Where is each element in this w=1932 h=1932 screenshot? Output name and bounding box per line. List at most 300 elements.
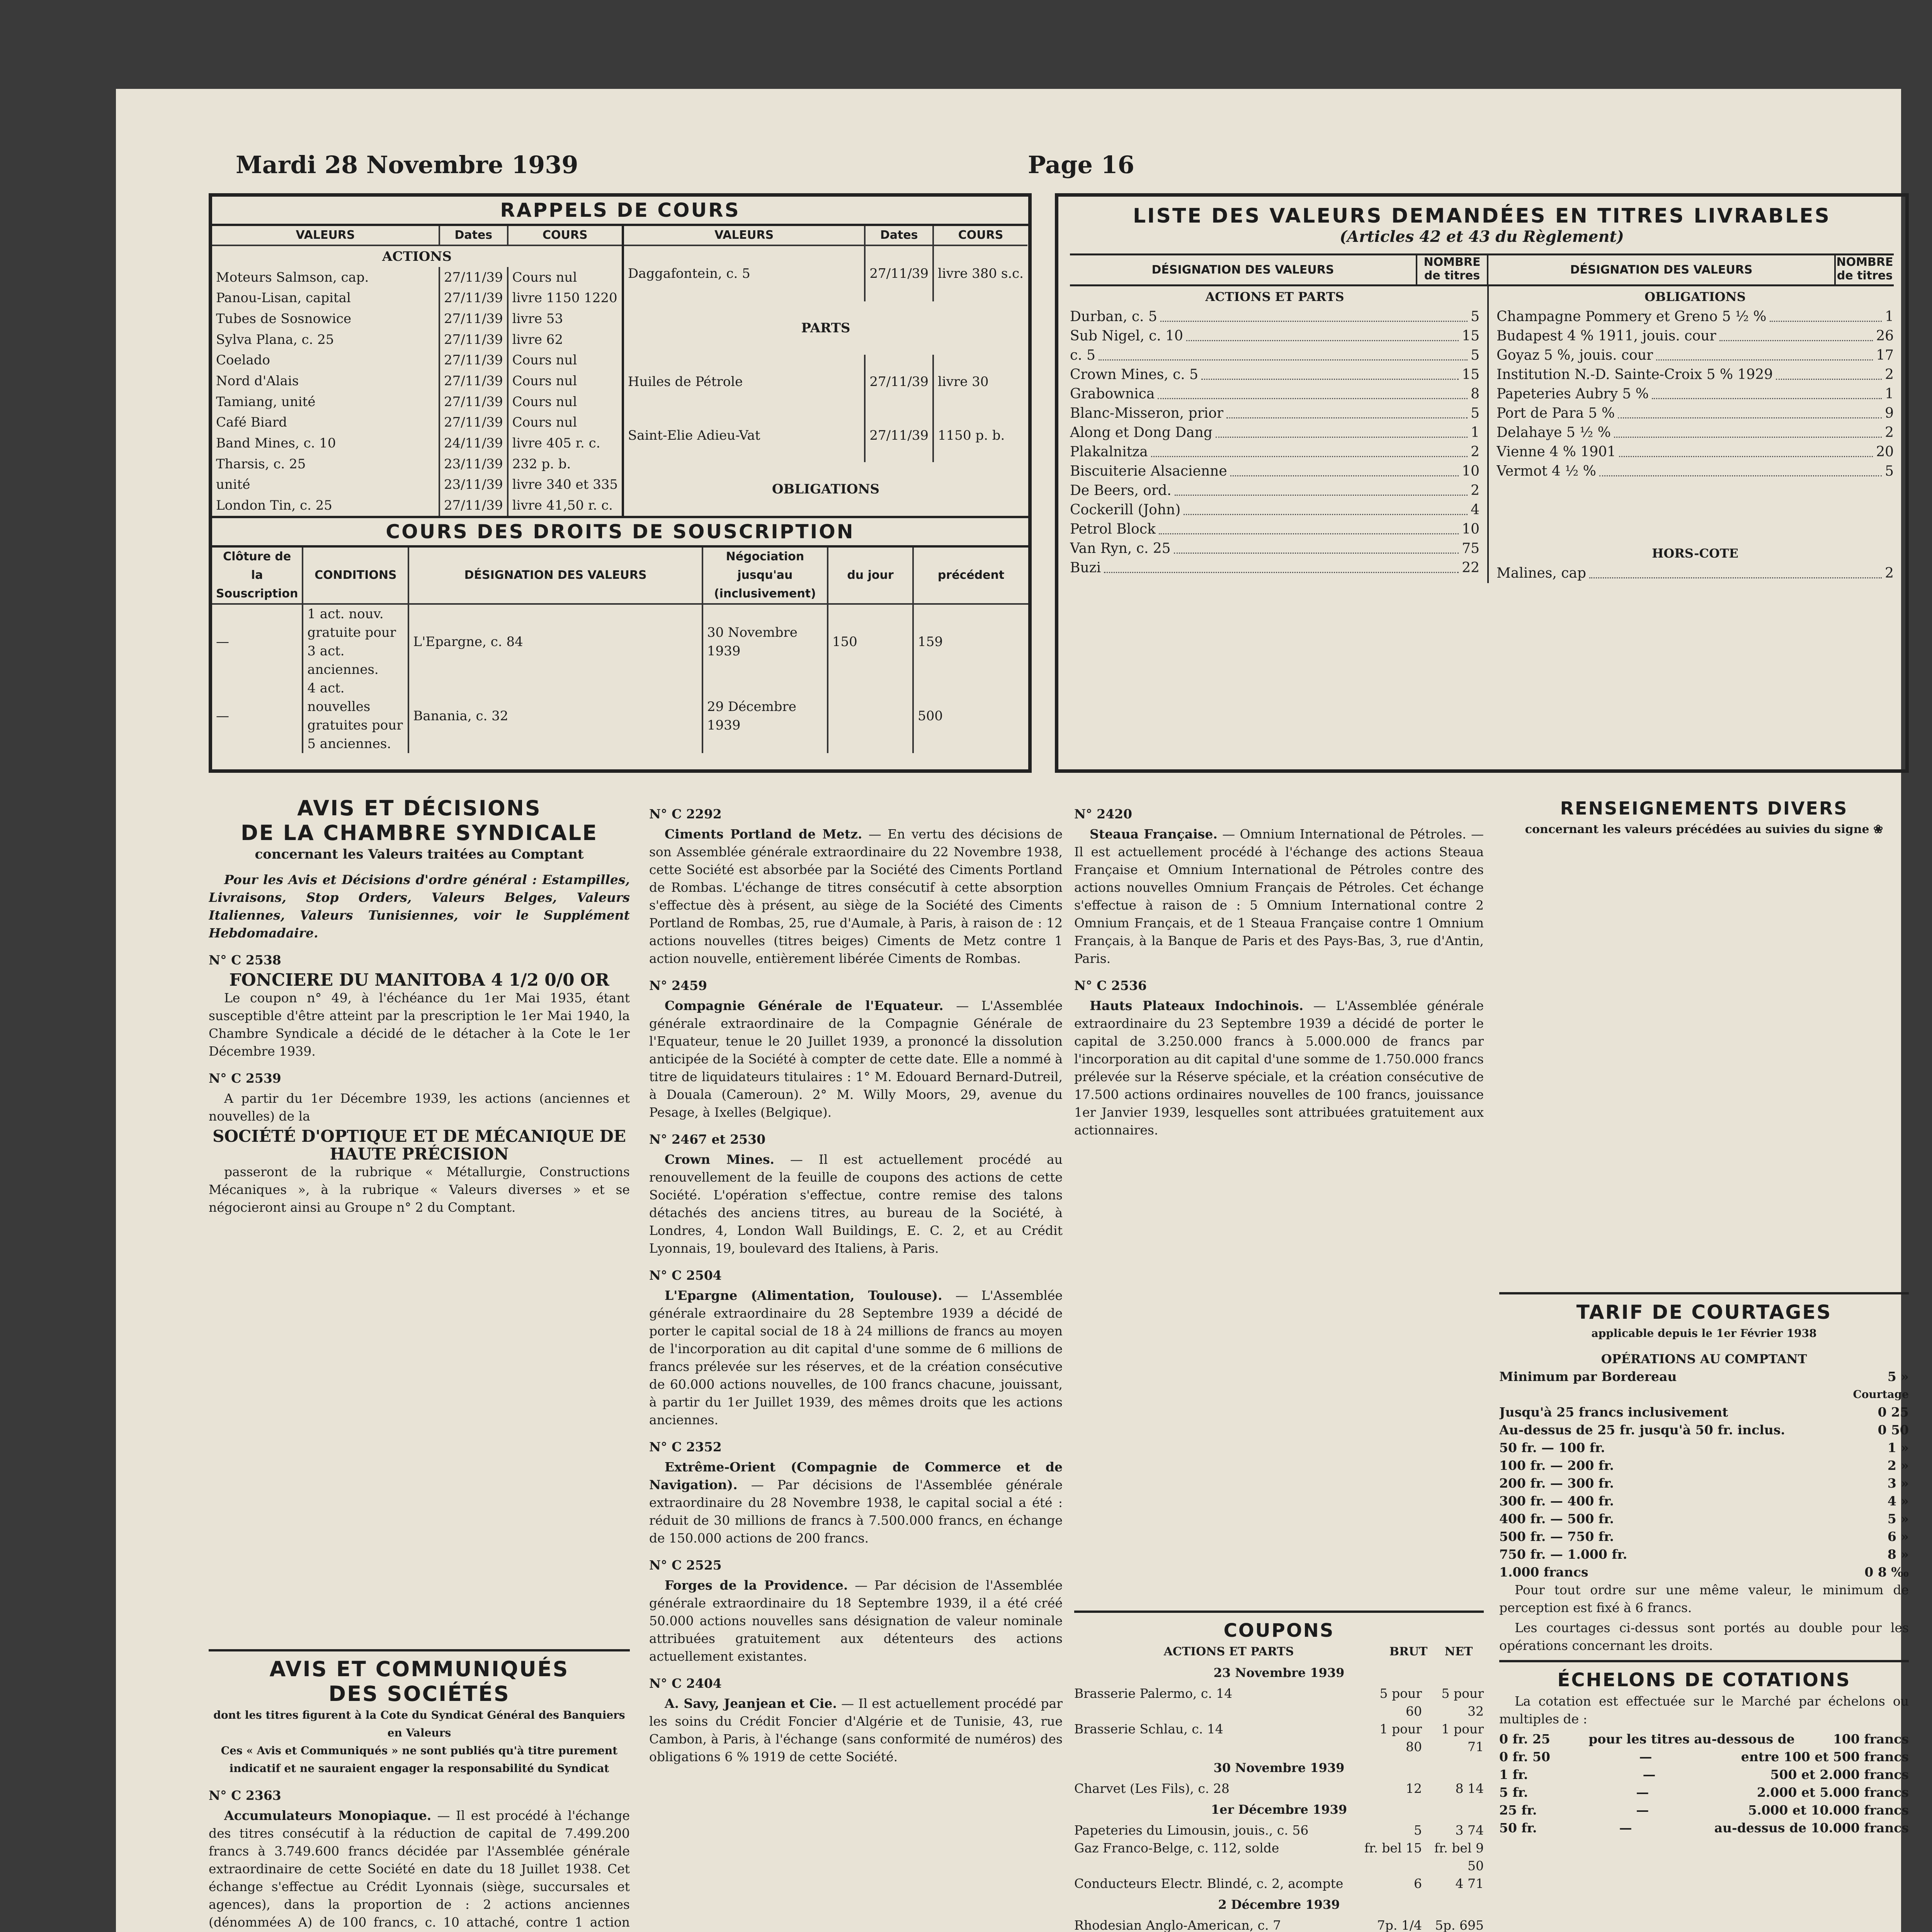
- avis-chambre-title-1: AVIS ET DÉCISIONS: [297, 796, 541, 820]
- tarif-min-val: 5 »: [1887, 1369, 1909, 1384]
- nombre: 2: [1471, 444, 1480, 460]
- table-row: [212, 679, 1028, 753]
- tarif-row: [1499, 1475, 1909, 1492]
- coupon-row: [1074, 1821, 1484, 1839]
- table-cell: livre 405 r. c.: [508, 433, 622, 454]
- nombre: 1: [1885, 386, 1894, 402]
- renseignements-title: RENSEIGNEMENTS DIVERS: [1560, 798, 1848, 819]
- coupons-col-brut: BRUT: [1389, 1645, 1428, 1658]
- valeur: Budapest 4 % 1911, jouis. cour: [1497, 328, 1716, 344]
- page-number: Page 16: [1028, 151, 1134, 179]
- list-item: [1070, 384, 1480, 404]
- notice-body: — Par décision de l'Assemblée générale extraordinaire du 18 Septembre 1939, il a été créé 50.000 actions nouvelles sans désignation de valeur nominale attribuées gratuitement aux détenteurs des actions actuellement existantes.: [649, 1578, 1063, 1664]
- list-item: [1497, 404, 1894, 423]
- coupons-title: COUPONS: [1223, 1620, 1335, 1641]
- table-cell: livre 30: [933, 355, 1027, 408]
- table-cell: 23/11/39: [439, 454, 508, 474]
- valeur: Buzi: [1070, 560, 1101, 576]
- table-cell: 27/11/39: [865, 408, 933, 462]
- list-item: [1070, 365, 1480, 384]
- table-cell: 1 act. nouv. gratuite pour 3 act. anciennes.: [303, 604, 408, 679]
- tarif-tranche: 200 fr. — 300 fr.: [1499, 1476, 1614, 1491]
- nombre: 2: [1885, 367, 1894, 383]
- table-cell: Tharsis, c. 25: [216, 456, 306, 472]
- avis-title-optique: SOCIÉTÉ D'OPTIQUE ET DE MÉCANIQUE DE HAUTE PRÉCISION: [213, 1127, 626, 1163]
- avis-num-1: N° C 2538: [209, 952, 281, 968]
- nombre: 1: [1885, 309, 1894, 325]
- nombre: 20: [1876, 444, 1894, 460]
- tarif-row: [1499, 1563, 1909, 1581]
- table-cell: Saint-Elie Adieu-Vat: [628, 427, 760, 443]
- valeur: c. 5: [1070, 347, 1095, 363]
- notice-number: N° C 2292: [649, 806, 722, 821]
- tarif-row: [1499, 1421, 1909, 1439]
- tarif-courtage: 0 8 ‰: [1864, 1565, 1909, 1580]
- tarif-row: [1499, 1528, 1909, 1546]
- table-cell: 150: [828, 604, 913, 679]
- notice-text: [649, 1287, 1063, 1429]
- echelon-cell: 5.000 et 10.000 francs: [1748, 1803, 1909, 1818]
- table-cell: Tamiang, unité: [216, 394, 316, 410]
- liste-col-1: DÉSIGNATION DES VALEURS: [1151, 263, 1334, 277]
- col-cours: COURS: [508, 226, 622, 245]
- valeur: Malines, cap: [1497, 565, 1586, 581]
- notice-text: [649, 1151, 1063, 1257]
- coupon-net: 8 14: [1455, 1781, 1484, 1796]
- valeur: Sub Nigel, c. 10: [1070, 328, 1183, 344]
- table-row: [212, 412, 622, 433]
- column-4: [1499, 796, 1909, 1932]
- table-row: [212, 474, 622, 495]
- notice-number: N° C 2525: [649, 1558, 722, 1573]
- liste-col-3: DÉSIGNATION DES VALEURS: [1487, 255, 1834, 284]
- avis-num-2: N° C 2539: [209, 1071, 281, 1086]
- tarif-col: Courtage: [1853, 1388, 1909, 1401]
- table-cell: Tubes de Sosnowice: [216, 311, 352, 327]
- list-item: [1070, 481, 1480, 500]
- valeur: Institution N.-D. Sainte-Croix 5 % 1929: [1497, 367, 1773, 383]
- echelon-cell: 0 fr. 50: [1499, 1749, 1550, 1764]
- table-cell: Cours nul: [508, 391, 622, 412]
- list-item: [1070, 462, 1480, 481]
- rappels-title: RAPPELS DE COURS: [212, 197, 1028, 226]
- table-row: [623, 355, 1027, 408]
- table-cell: Coelado: [216, 352, 270, 368]
- table-cell: Banania, c. 32: [408, 679, 702, 753]
- tarif-min: Minimum par Bordereau: [1499, 1369, 1677, 1384]
- echelon-cell: 2.000 et 5.000 francs: [1757, 1785, 1909, 1800]
- tarif-tranche: Au-dessus de 25 fr. jusqu'à 50 fr. inclus.: [1499, 1422, 1785, 1437]
- list-item: [1497, 327, 1894, 346]
- table-cell: 30 Novembre 1939: [702, 604, 828, 679]
- table-cell: 27/11/39: [865, 245, 933, 301]
- avis-text-2a: A partir du 1er Décembre 1939, les actions (anciennes et nouvelles) de la: [209, 1091, 630, 1124]
- echelon-cell: —: [1636, 1785, 1649, 1800]
- echelons-title: ÉCHELONS DE COTATIONS: [1557, 1669, 1851, 1691]
- notice-company: L'Epargne (Alimentation, Toulouse).: [665, 1288, 942, 1303]
- notice-text: [649, 1577, 1063, 1665]
- notice-body: — Il est actuellement procédé au renouvellement de la feuille de coupons des actions de cette Société. L'opération s'effectue, contre remise des talons détachés des anciens titres, au bureau de la Société, à Londres, 4, London Wall Buildings, E. C. 2, et au Crédit Lyonnais, 19, boulevard des Italiens, à Paris.: [649, 1152, 1063, 1256]
- list-item: [1497, 442, 1894, 462]
- list-item: [1497, 423, 1894, 442]
- coupon-date: 30 Novembre 1939: [1213, 1760, 1345, 1775]
- notice-company: Extrême-Orient (Compagnie de Commerce et de Navigation).: [649, 1459, 1063, 1492]
- coupon-date: 1er Décembre 1939: [1211, 1802, 1347, 1817]
- coupons-head: ACTIONS ET PARTS: [1163, 1645, 1294, 1658]
- list-item: [1070, 539, 1480, 558]
- avis-comm-title-2: DES SOCIÉTÉS: [328, 1682, 510, 1706]
- notice-number: N° C 2536: [1074, 978, 1147, 993]
- list-item: [1497, 307, 1894, 327]
- echelon-cell: 0 fr. 25: [1499, 1731, 1550, 1747]
- coupon-valeur: Brasserie Palermo, c. 14: [1074, 1686, 1233, 1701]
- tarif-row: [1499, 1457, 1909, 1475]
- renseignements-sub: concernant les valeurs précédées au suivies du signe ❀: [1525, 823, 1883, 836]
- nombre: 10: [1462, 521, 1480, 537]
- liste-col-4: NOMBRE de titres: [1834, 255, 1894, 284]
- column-1: [209, 796, 630, 1932]
- liste-title: LISTE DES VALEURS DEMANDÉES EN TITRES LIVRABLES: [1133, 204, 1831, 228]
- list-item: [1070, 520, 1480, 539]
- valeur: Blanc-Misseron, prior: [1070, 405, 1224, 421]
- table-cell: —: [216, 634, 229, 650]
- coupon-brut: 5: [1414, 1823, 1422, 1838]
- table-cell: 232 p. b.: [508, 454, 622, 474]
- table-row: [212, 288, 622, 309]
- notice-text: [649, 825, 1063, 968]
- avis-comm-title-1: AVIS ET COMMUNIQUÉS: [269, 1657, 569, 1681]
- table-row: [212, 454, 622, 474]
- coupon-brut: 1 pour 80: [1379, 1721, 1422, 1754]
- notice-body: — Il est actuellement procédé par les soins du Crédit Foncier d'Algérie et de Tunisie, 43, rue Cambon, à Paris, à l'échange (sans conformité de numéros) des obligations 6 % 1919 de cette Société.: [649, 1696, 1063, 1764]
- list-item: [1070, 327, 1480, 346]
- nombre: 5: [1885, 463, 1894, 479]
- table-cell: 27/11/39: [439, 288, 508, 309]
- table-cell: 23/11/39: [439, 474, 508, 495]
- column-2: [649, 796, 1063, 1932]
- echelon-cell: pour les titres au-dessous de: [1588, 1731, 1795, 1747]
- table-cell: livre 62: [508, 329, 622, 350]
- echelon-cell: 5 fr.: [1499, 1785, 1528, 1800]
- table-row: [212, 604, 1028, 679]
- notice-company: Steaua Française.: [1090, 827, 1218, 842]
- coupon-row: [1074, 1780, 1484, 1798]
- notice-text: [649, 1695, 1063, 1766]
- coupon-row: [1074, 1875, 1484, 1893]
- notice-body: — Il est procédé à l'échange des titres consécutif à la réduction de capital de 7.499.200 francs à 3.749.600 francs décidée par l'Assemblée générale extraordinaire de cette Société en date du 18 Juillet 1938. Cet échange s'effectue au Crédit Lyonnais (siège, succursales et agences), dans la proportion de : 2 actions anciennes (dénommées A) de 100 francs, c. 10 attaché, contre 1 action: [209, 1808, 630, 1930]
- coupon-brut: 6: [1414, 1876, 1422, 1891]
- echelon-row: [1499, 1819, 1909, 1837]
- nombre: 10: [1462, 463, 1480, 479]
- col-cours-2: COURS: [933, 226, 1027, 245]
- nombre: 26: [1876, 328, 1894, 344]
- nombre: 22: [1462, 560, 1480, 576]
- notice-company: Crown Mines.: [665, 1152, 775, 1167]
- echelon-row: [1499, 1801, 1909, 1819]
- valeur: Crown Mines, c. 5: [1070, 367, 1199, 383]
- echelon-cell: 500 et 2.000 francs: [1770, 1767, 1909, 1782]
- valeur: Vermot 4 ½ %: [1497, 463, 1596, 479]
- table-cell: 27/11/39: [439, 308, 508, 329]
- nombre: 2: [1471, 483, 1480, 498]
- valeur: Delahaye 5 ½ %: [1497, 425, 1611, 440]
- list-item: [1497, 462, 1894, 481]
- liste-col-2: NOMBRE de titres: [1416, 255, 1487, 284]
- table-cell: 29 Décembre 1939: [702, 679, 828, 753]
- tarif-row: [1499, 1510, 1909, 1528]
- list-item: [1497, 346, 1894, 365]
- tarif-tranche: 50 fr. — 100 fr.: [1499, 1440, 1605, 1455]
- echelon-row: [1499, 1730, 1909, 1748]
- table-cell: 27/11/39: [865, 355, 933, 408]
- tarif-row: [1499, 1403, 1909, 1421]
- coupon-valeur: Charvet (Les Fils), c. 28: [1074, 1781, 1230, 1796]
- coupon-valeur: Brasserie Schlau, c. 14: [1074, 1721, 1223, 1736]
- page-date: Mardi 28 Novembre 1939: [236, 151, 578, 179]
- table-cell: livre 1150 1220: [508, 288, 622, 309]
- nombre: 2: [1885, 425, 1894, 440]
- notice-company: A. Savy, Jeanjean et Cie.: [665, 1696, 837, 1711]
- col-precedent: précédent: [913, 548, 1028, 604]
- echelon-cell: entre 100 et 500 francs: [1741, 1749, 1909, 1764]
- rappels-box: [209, 193, 1032, 773]
- col-conditions: CONDITIONS: [303, 548, 408, 604]
- table-cell: Café Biard: [216, 415, 287, 430]
- nombre: 17: [1876, 347, 1894, 363]
- valeur: Cockerill (John): [1070, 502, 1181, 518]
- table-cell: 1150 p. b.: [933, 408, 1027, 462]
- table-cell: 27/11/39: [439, 495, 508, 516]
- notice-body: — L'Assemblée générale extraordinaire du 23 Septembre 1939 a décidé de porter le capital de 3.250.000 francs à 5.000.000 de francs par l'incorporation au dit capital d'une somme de 1.750.000 francs prélevée sur la Réserve spéciale, et la création consécutive de 17.500 actions ordinaires nouvelles de 100 francs, jouissance 1er Janvier 1939, lesquelles sont attribuées gratuitement aux actionnaires.: [1074, 998, 1484, 1138]
- coupon-valeur: Papeteries du Limousin, jouis., c. 56: [1074, 1823, 1309, 1838]
- coupon-brut: 7p. 1/4: [1377, 1918, 1422, 1932]
- liste-hors-head: HORS-COTE: [1652, 546, 1738, 561]
- col-dates: Dates: [439, 226, 508, 245]
- table-cell: 27/11/39: [439, 412, 508, 433]
- list-item: [1070, 442, 1480, 462]
- tarif-courtage: 0 50: [1878, 1422, 1909, 1437]
- tarif-row: [1499, 1439, 1909, 1457]
- notice-company: Hauts Plateaux Indochinois.: [1090, 998, 1304, 1013]
- nombre: 9: [1885, 405, 1894, 421]
- tarif-courtage: 4 »: [1887, 1493, 1909, 1509]
- echelon-cell: 1 fr.: [1499, 1767, 1528, 1782]
- table-cell: livre 340 et 335: [508, 474, 622, 495]
- echelon-row: [1499, 1766, 1909, 1784]
- notice-body: — Par décisions de l'Assemblée générale extraordinaire du 28 Novembre 1938, le capital social a été : réduit de 30 millions de francs à 7.500.000 francs, en échange de 150.000 actions de 200 francs.: [649, 1477, 1063, 1546]
- list-item: [1070, 423, 1480, 442]
- notice-number: N° C 2352: [649, 1439, 722, 1454]
- rappels-left-table: [212, 226, 622, 516]
- coupon-brut: 5 pour 60: [1379, 1686, 1422, 1719]
- table-row: [623, 408, 1027, 462]
- echelon-cell: —: [1643, 1767, 1656, 1782]
- tarif-tranche: 400 fr. — 500 fr.: [1499, 1511, 1614, 1526]
- table-cell: Sylva Plana, c. 25: [216, 332, 334, 347]
- table-row: [212, 308, 622, 329]
- table-cell: Moteurs Salmson, cap.: [216, 269, 369, 285]
- table-cell: Cours nul: [508, 371, 622, 391]
- table-cell: Cours nul: [508, 267, 622, 288]
- notice-number: N° 2459: [649, 978, 707, 993]
- coupon-valeur: Gaz Franco-Belge, c. 112, solde: [1074, 1840, 1279, 1855]
- valeur: Petrol Block: [1070, 521, 1156, 537]
- col-cloture: Clôture de la Souscription: [212, 548, 303, 604]
- nombre: 2: [1885, 565, 1894, 581]
- coupon-net: fr. bel 9 50: [1434, 1840, 1484, 1873]
- coupon-row: [1074, 1839, 1484, 1875]
- echelon-cell: 100 francs: [1833, 1731, 1909, 1747]
- tarif-courtage: 3 »: [1887, 1476, 1909, 1491]
- valeur: Vienne 4 % 1901: [1497, 444, 1616, 460]
- table-row: [623, 245, 1027, 301]
- nombre: 1: [1471, 425, 1480, 440]
- tarif-row: [1499, 1546, 1909, 1563]
- tarif-courtage: 2 »: [1887, 1458, 1909, 1473]
- table-cell: 27/11/39: [439, 350, 508, 371]
- avis-chambre-sub: concernant les Valeurs traitées au Comptant: [255, 847, 584, 862]
- section-label: PARTS: [801, 320, 850, 336]
- avis-text-2b: passeront de la rubrique « Métallurgie, Constructions Mécaniques », à la rubrique « Valeurs diverses » et se négocieront ainsi au Groupe n° 2 du Comptant.: [209, 1164, 630, 1215]
- table-cell: livre 41,50 r. c.: [508, 495, 622, 516]
- table-cell: 27/11/39: [439, 371, 508, 391]
- coupon-net: 4 71: [1455, 1876, 1484, 1891]
- notice-number: N° C 2404: [649, 1676, 722, 1691]
- table-cell: Huiles de Pétrole: [628, 374, 743, 389]
- tarif-row: [1499, 1492, 1909, 1510]
- nombre: 8: [1471, 386, 1480, 402]
- nombre: 5: [1471, 347, 1480, 363]
- valeur: Grabownica: [1070, 386, 1155, 402]
- rappels-right-table: [622, 226, 1027, 516]
- coupon-net: 5p. 695: [1435, 1918, 1484, 1932]
- valeur: Durban, c. 5: [1070, 309, 1157, 325]
- valeur: Biscuiterie Alsacienne: [1070, 463, 1227, 479]
- valeur: Along et Dong Dang: [1070, 425, 1213, 440]
- avis-comm-sub: dont les titres figurent à la Cote du Syndicat Général des Banquiers en Valeurs: [213, 1709, 625, 1739]
- tarif-tranche: 500 fr. — 750 fr.: [1499, 1529, 1614, 1544]
- echelon-cell: —: [1639, 1749, 1652, 1764]
- avis-comm-sub2: Ces « Avis et Communiqués » ne sont publiés qu'à titre purement indicatif et ne sauraient engager la responsabilité du Syndicat: [221, 1744, 618, 1775]
- coupon-row: [1074, 1720, 1484, 1756]
- nombre: 15: [1462, 328, 1480, 344]
- table-cell: 27/11/39: [439, 267, 508, 288]
- notice-company: Forges de la Providence.: [665, 1578, 848, 1593]
- table-cell: 27/11/39: [439, 329, 508, 350]
- tarif-tranche: 1.000 francs: [1499, 1565, 1588, 1580]
- nombre: 75: [1462, 541, 1480, 556]
- tarif-courtage: 1 »: [1887, 1440, 1909, 1455]
- coupon-row: [1074, 1685, 1484, 1720]
- notice-number: N° C 2504: [649, 1268, 722, 1283]
- coupon-brut: fr. bel 15: [1364, 1840, 1422, 1855]
- liste-actions-head: ACTIONS ET PARTS: [1205, 289, 1344, 304]
- avis-chambre-intro: Pour les Avis et Décisions d'ordre général : Estampilles, Livraisons, Stop Orders, Valeurs Belges, Valeurs Italiennes, Valeurs Tunisiennes, voir le Supplément Hebdomadaire.: [209, 872, 630, 940]
- table-cell: 24/11/39: [439, 433, 508, 454]
- section-label: OBLIGATIONS: [772, 481, 880, 497]
- table-cell: —: [216, 708, 229, 724]
- notice-number: N° 2420: [1074, 806, 1132, 821]
- notice-text: [1074, 997, 1484, 1139]
- coupon-valeur: Conducteurs Electr. Blindé, c. 2, acompte: [1074, 1876, 1344, 1891]
- col-valeurs-2: VALEURS: [623, 226, 865, 245]
- table-row: [212, 495, 622, 516]
- echelon-row: [1499, 1784, 1909, 1801]
- coupon-net: 1 pour 71: [1441, 1721, 1484, 1754]
- table-cell: 27/11/39: [439, 391, 508, 412]
- liste-oblig-head: OBLIGATIONS: [1645, 289, 1746, 304]
- table-row: [212, 329, 622, 350]
- list-item: [1070, 500, 1480, 520]
- tarif-tranche: 750 fr. — 1.000 fr.: [1499, 1547, 1628, 1562]
- table-row: [212, 371, 622, 391]
- table-cell: London Tin, c. 25: [216, 498, 332, 514]
- notice-text: [649, 997, 1063, 1121]
- tarif-courtage: 6 »: [1887, 1529, 1909, 1544]
- tarif-note-2: Les courtages ci-dessus sont portés au double pour les opérations concernant les droits.: [1499, 1620, 1909, 1653]
- avis-text-1: Le coupon n° 49, à l'échéance du 1er Mai 1935, étant susceptible d'être atteint par la prescription le 1er Mai 1940, la Chambre Syndicale a décidé de le détacher à la Cote le 1er Décembre 1939.: [209, 990, 630, 1059]
- col-valeurs: VALEURS: [212, 226, 439, 245]
- droits-table: [212, 548, 1028, 753]
- avis-chambre-title-2: DE LA CHAMBRE SYNDICALE: [240, 821, 598, 845]
- coupons-col-net: NET: [1444, 1645, 1473, 1658]
- table-cell: Cours nul: [508, 412, 622, 433]
- notice-company: Compagnie Générale de l'Equateur.: [665, 998, 944, 1013]
- coupon-brut: 12: [1406, 1781, 1422, 1796]
- notice-text: [649, 1458, 1063, 1547]
- coupon-net: 3 74: [1455, 1823, 1484, 1838]
- tarif-courtage: 0 25: [1878, 1405, 1909, 1420]
- notice-body: — L'Assemblée générale extraordinaire du 28 Septembre 1939 a décidé de porter le capital social de 18 à 24 millions de francs au moyen de l'incorporation au dit capital d'une somme de 6 millions de francs prélevée sur les réserves, et de la création consécutive de 60.000 actions nouvelles, de 100 francs chacune, jouissant, à partir du 1er Juillet 1939, des mêmes droits que les actions anciennes.: [649, 1288, 1063, 1427]
- notice-text: [1074, 825, 1484, 968]
- col-negociation: Négociation jusqu'au (inclusivement): [702, 548, 828, 604]
- table-cell: 500: [913, 679, 1028, 753]
- list-item: [1070, 346, 1480, 365]
- notice-text: [209, 1807, 630, 1932]
- tarif-courtage: 5 »: [1887, 1511, 1909, 1526]
- valeur: Goyaz 5 %, jouis. cour: [1497, 347, 1653, 363]
- table-cell: Panou-Lisan, capital: [216, 290, 351, 306]
- valeur: De Beers, ord.: [1070, 483, 1172, 498]
- valeur: Champagne Pommery et Greno 5 ½ %: [1497, 309, 1767, 325]
- table-row: [212, 350, 622, 371]
- echelon-cell: au-dessus de 10.000 francs: [1714, 1820, 1909, 1835]
- table-row: [212, 391, 622, 412]
- table-cell: livre 380 s.c.: [933, 245, 1027, 301]
- notice-number: N° 2467 et 2530: [649, 1132, 766, 1147]
- tarif-sub: applicable depuis le 1er Février 1938: [1591, 1327, 1817, 1340]
- echelon-cell: —: [1619, 1820, 1632, 1835]
- coupon-net: 5 pour 32: [1441, 1686, 1484, 1719]
- tarif-title: TARIF DE COURTAGES: [1576, 1301, 1832, 1323]
- echelons-intro: La cotation est effectuée sur le Marché par échelons ou multiples de :: [1499, 1694, 1909, 1726]
- table-cell: 4 act. nouvelles gratuites pour 5 anciennes.: [303, 679, 408, 753]
- nombre: 5: [1471, 405, 1480, 421]
- valeur: Port de Para 5 %: [1497, 405, 1615, 421]
- table-cell: 159: [913, 604, 1028, 679]
- list-item: [1497, 365, 1894, 384]
- notice-body: — Omnium International de Pétroles. — Il est actuellement procédé à l'échange des actions Steaua Française et Omnium International de Pétroles contre des actions nouvelles Omnium Français de Pétroles. Cet échange s'effectue à raison de : 5 Omnium International contre 2 Omnium Français, et de 1 Steaua Française contre 1 Omnium Français, à la Banque de Paris et des Pays-Bas, 3, rue d'Antin, Paris.: [1074, 827, 1484, 966]
- table-cell: Band Mines, c. 10: [216, 435, 336, 451]
- list-item: [1070, 404, 1480, 423]
- table-row: [212, 433, 622, 454]
- table-cell: Nord d'Alais: [216, 373, 299, 389]
- table-cell: livre 53: [508, 308, 622, 329]
- table-cell: unité: [216, 477, 250, 493]
- avis-title-manitoba: FONCIERE DU MANITOBA 4 1/2 0/0 OR: [229, 970, 609, 990]
- col-jour: du jour: [828, 548, 913, 604]
- tarif-tranche: 100 fr. — 200 fr.: [1499, 1458, 1614, 1473]
